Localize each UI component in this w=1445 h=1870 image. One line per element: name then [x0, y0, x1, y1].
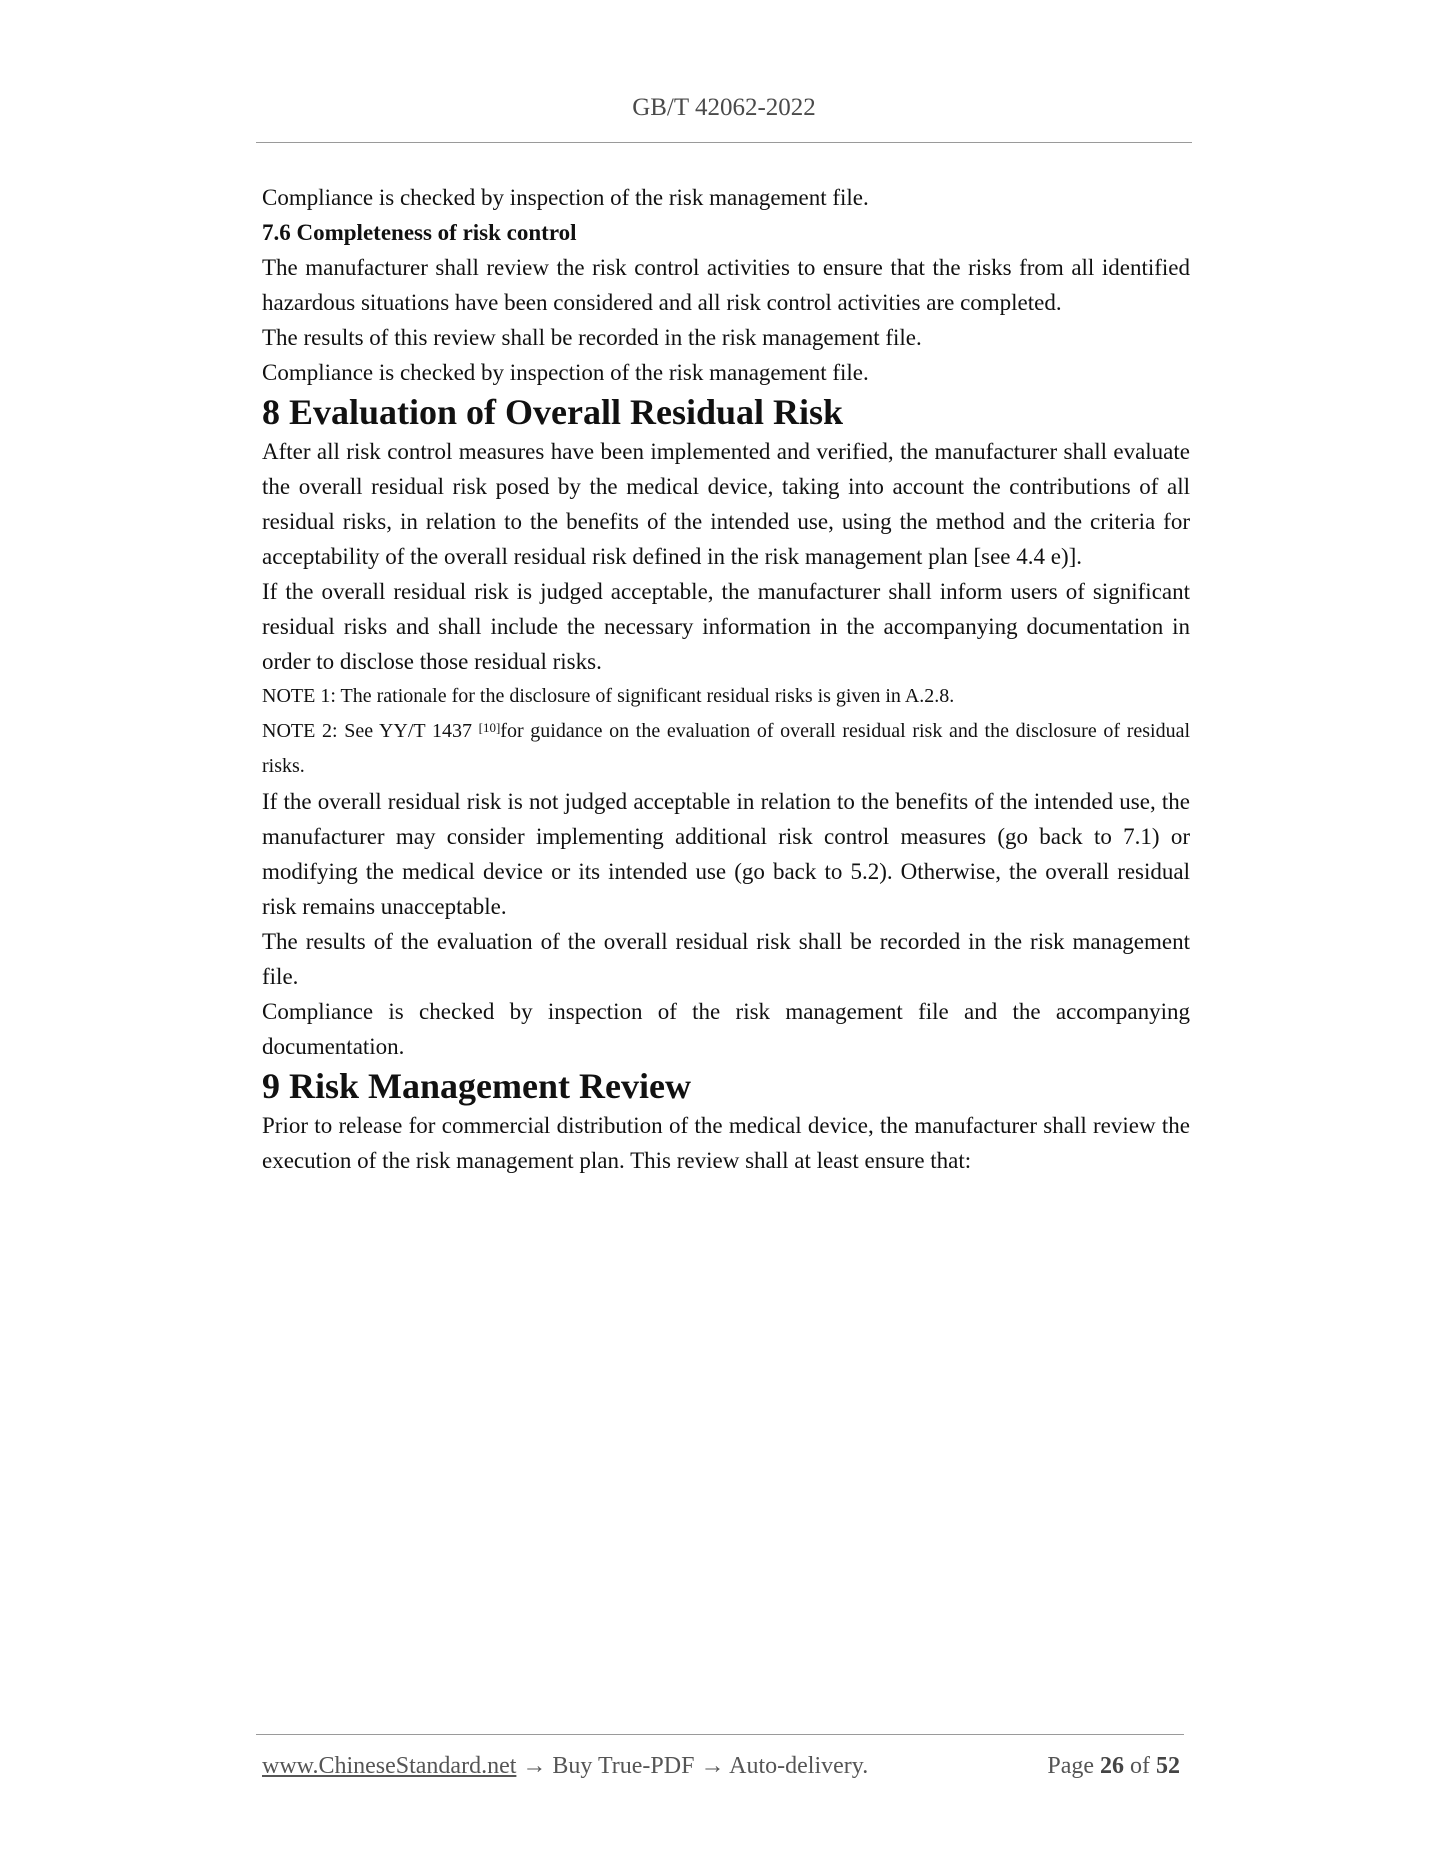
- paragraph-review-activities: The manufacturer shall review the risk control activities to ensure that the risks from all identified hazardous situations have been considered and all risk control activities are completed.: [262, 255, 1190, 315]
- page-footer: [256, 1734, 1184, 1779]
- paragraph-risk-acceptable: If the overall residual risk is judged acceptable, the manufacturer shall inform users of significant residual risks and shall include the necessary information in the accompanying documentation in order to disclose those residual risks.: [262, 579, 1190, 674]
- paragraph-compliance-2: Compliance is checked by inspection of the risk management file.: [262, 360, 869, 385]
- paragraph-evaluate-overall-risk: After all risk control measures have been implemented and verified, the manufacturer shall evaluate the overall residual risk posed by the medical device, taking into account the contributions of all residual risks, in relation to the benefits of the intended use, using the method and the criteria for acceptability of the overall residual risk defined in the risk management plan [see 4.4 e)].: [262, 439, 1190, 569]
- arrow-right-icon: →: [522, 1753, 547, 1779]
- site-link[interactable]: www.ChineseStandard.net: [262, 1753, 517, 1779]
- page-label: Page: [1047, 1753, 1094, 1779]
- heading-section-8: 8 Evaluation of Overall Residual Risk: [262, 392, 844, 432]
- heading-7-6: 7.6 Completeness of risk control: [262, 220, 577, 245]
- reference-10: [10]: [478, 720, 501, 735]
- heading-section-9: 9 Risk Management Review: [262, 1066, 691, 1106]
- buy-true-pdf-text: Buy True-PDF: [552, 1753, 695, 1779]
- total-pages: 52: [1156, 1753, 1180, 1779]
- paragraph-compliance-3: Compliance is checked by inspection of the risk management file and the accompanying documentation.: [262, 999, 1190, 1059]
- page-number: 26: [1100, 1753, 1124, 1779]
- paragraph-prior-release: Prior to release for commercial distribution of the medical device, the manufacturer shall review the execution of the risk management plan. This review shall at least ensure that:: [262, 1113, 1190, 1173]
- page-header: [256, 94, 1192, 143]
- paragraph-compliance-1: Compliance is checked by inspection of the risk management file.: [262, 185, 869, 210]
- arrow-right-icon: →: [700, 1753, 725, 1779]
- note-2: [262, 714, 1190, 784]
- auto-delivery-text: Auto-delivery.: [729, 1753, 869, 1779]
- paragraph-risk-not-acceptable: If the overall residual risk is not judged acceptable in relation to the benefits of the intended use, the manufacturer may consider implementing additional risk control measures (go back to 7.1) or modifying the medical device or its intended use (go back to 5.2). Otherwise, the overall residual risk remains unacceptable.: [262, 789, 1190, 919]
- page-content: [262, 180, 1190, 1178]
- note-2-rest: for guidance on the evaluation of overall residual risk and the disclosure of residual risks.: [262, 720, 1190, 777]
- page-indicator: [1047, 1751, 1180, 1781]
- of-label: of: [1130, 1753, 1150, 1779]
- paragraph-review-results: The results of this review shall be recorded in the risk management file.: [262, 325, 922, 350]
- note-1: NOTE 1: The rationale for the disclosure of significant residual risks is given in A.2.8.: [262, 685, 955, 707]
- paragraph-evaluation-recorded: The results of the evaluation of the overall residual risk shall be recorded in the risk management file.: [262, 929, 1190, 989]
- document-id: GB/T 42062-2022: [632, 94, 816, 121]
- footer-promo: [262, 1751, 868, 1781]
- note-2-lead: NOTE 2: See YY/T 1437: [262, 720, 479, 742]
